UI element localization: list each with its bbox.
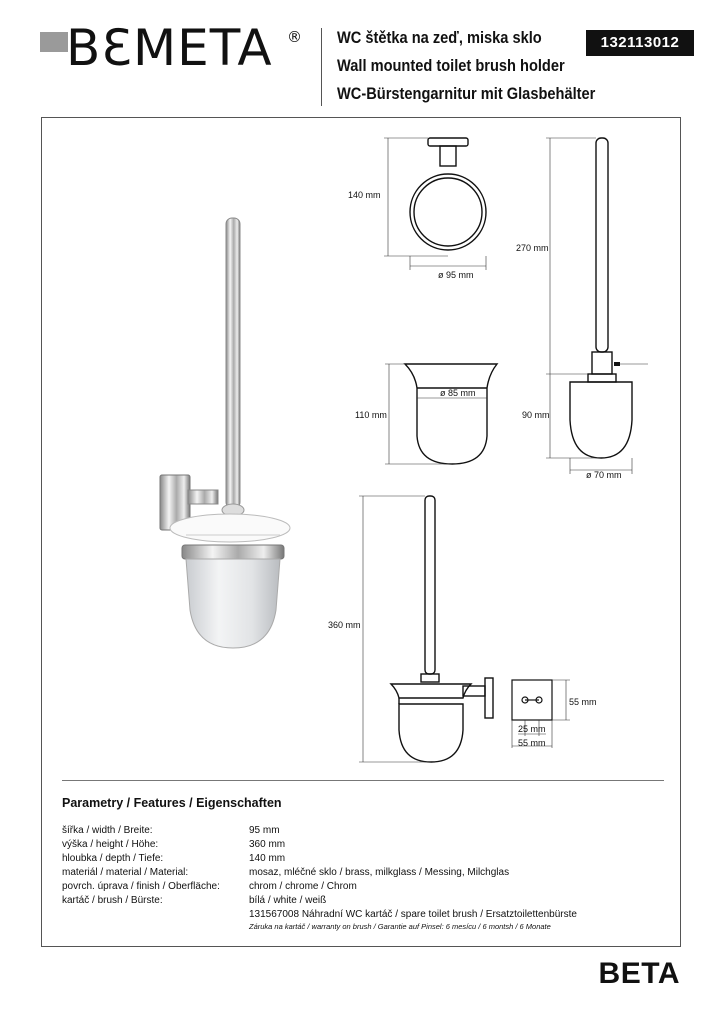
warranty-note: Záruka na kartáč / warranty on brush / Garantie auf Pinsel: 6 mesícu / 6 montsh / 6 Monate: [249, 922, 551, 931]
dim-plate-height: 55 mm: [569, 697, 597, 707]
feature-label-finish: povrch. úprava / finish / Oberfläche:: [62, 881, 220, 892]
feature-label-width: šířka / width / Breite:: [62, 825, 153, 836]
feature-value-depth: 140 mm: [249, 853, 286, 864]
dim-ring-height: 140 mm: [348, 190, 381, 200]
drawing-brush: [540, 130, 650, 470]
dim-brush-diameter: ø 70 mm: [586, 470, 622, 480]
dim-brush-head: 90 mm: [522, 410, 550, 420]
brand-logo: BƐMETA: [66, 19, 273, 77]
feature-value-width: 95 mm: [249, 825, 280, 836]
product-photo: [150, 210, 310, 650]
dim-total-height: 360 mm: [328, 620, 361, 630]
title-de: WC-Bürstengarnitur mit Glasbehälter: [337, 84, 596, 103]
title-en: Wall mounted toilet brush holder: [337, 56, 565, 75]
registered-mark: ®: [287, 28, 302, 46]
feature-label-depth: hloubka / depth / Tiefe:: [62, 853, 164, 864]
dim-ring-diameter: ø 95 mm: [438, 270, 474, 280]
dim-bowl-diameter: ø 85 mm: [440, 388, 476, 398]
drawing-assembly: [355, 490, 505, 768]
feature-label-material: materiál / material / Material:: [62, 867, 189, 878]
feature-label-brush: kartáč / brush / Bürste:: [62, 895, 163, 906]
feature-value-height: 360 mm: [249, 839, 286, 850]
logo-mark: [40, 32, 68, 52]
dim-brush-length: 270 mm: [516, 243, 549, 253]
title-cz: WC štětka na zeď, miska sklo: [337, 28, 542, 47]
dim-plate-inner: 25 mm: [518, 724, 546, 734]
dim-bowl-height: 110 mm: [355, 410, 387, 420]
feature-value-material: mosaz, mléčné sklo / brass, milkglass / Messing, Milchglas: [249, 867, 510, 878]
feature-value-finish: chrom / chrome / Chrom: [249, 881, 357, 892]
dim-plate-width: 55 mm: [518, 738, 546, 748]
drawing-ring: [378, 130, 508, 280]
spare-part: 131567008 Náhradní WC kartáč / spare toilet brush / Ersatztoilettenbürste: [249, 909, 577, 920]
feature-value-brush: bílá / white / weiß: [249, 895, 327, 906]
feature-label-height: výška / height / Höhe:: [62, 839, 159, 850]
features-divider: [62, 780, 664, 781]
header-divider: [321, 28, 322, 106]
features-heading: Parametry / Features / Eigenschaften: [62, 796, 282, 810]
series-name: BETA: [598, 957, 680, 990]
product-code: 132113012: [586, 30, 694, 56]
drawing-bowl: [385, 358, 515, 470]
